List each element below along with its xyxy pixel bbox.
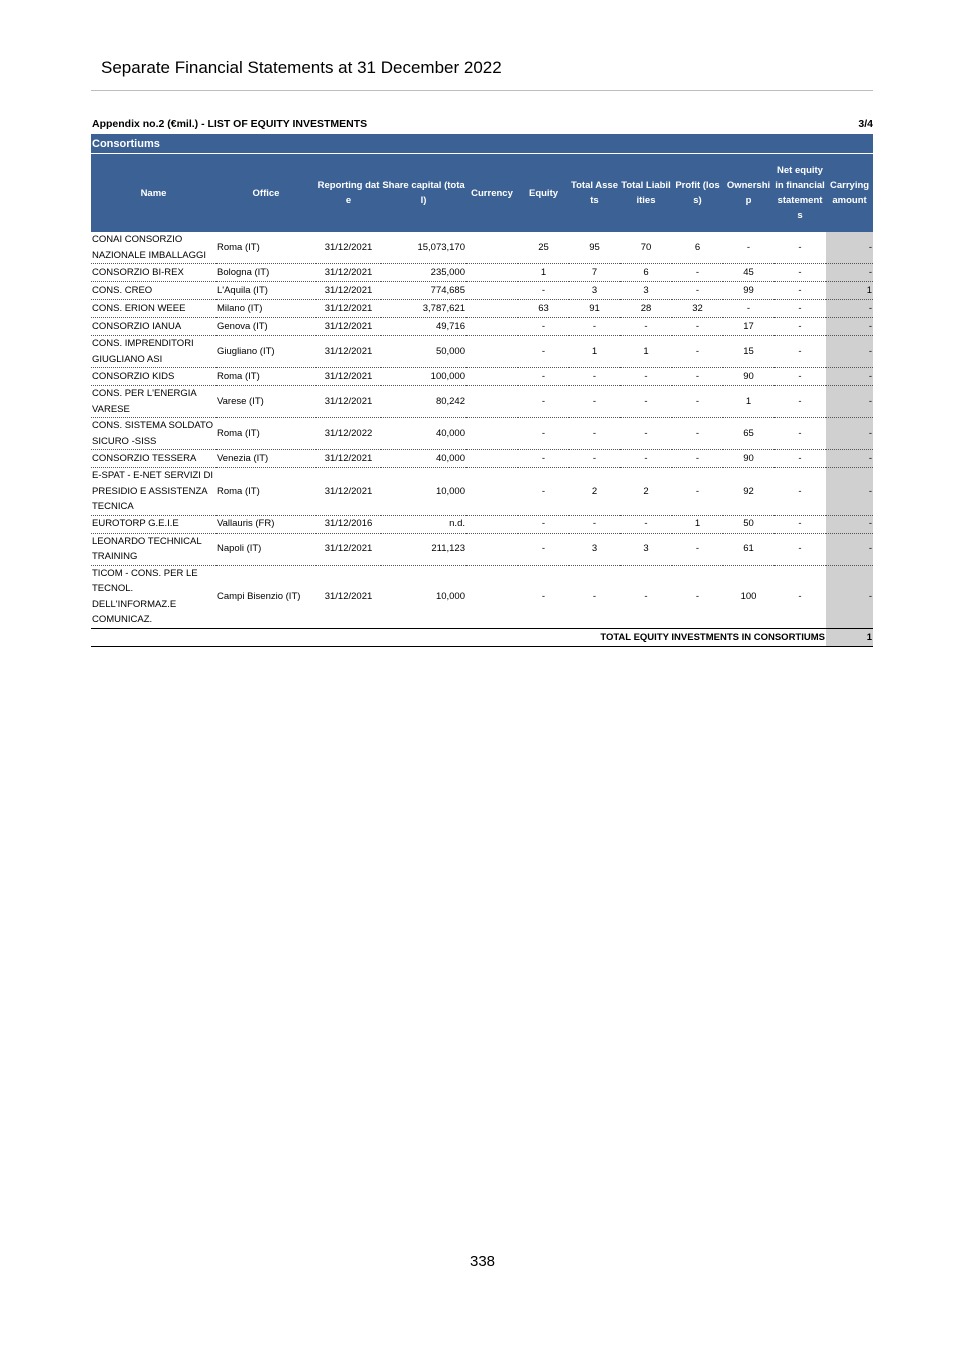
cell-total-assets: - <box>569 318 620 336</box>
cell-net-equity: - <box>774 232 826 264</box>
cell-carrying: - <box>826 533 873 565</box>
table-row <box>91 232 873 264</box>
cell-reporting-date: 31/12/2021 <box>316 318 381 336</box>
cell-name: CONSORZIO BI-REX <box>91 264 216 282</box>
cell-currency <box>466 232 518 264</box>
cell-reporting-date: 31/12/2022 <box>316 418 381 450</box>
col-header-ownership: Ownership <box>723 154 774 233</box>
cell-net-equity: - <box>774 386 826 418</box>
cell-carrying: - <box>826 318 873 336</box>
cell-share-capital: 235,000 <box>381 264 466 282</box>
cell-ownership: - <box>723 232 774 264</box>
table-row <box>91 386 873 418</box>
col-header-total-liabilities: Total Liabilities <box>620 154 672 233</box>
appendix-title: Appendix no.2 (€mil.) - LIST OF EQUITY INVESTMENTS <box>92 118 368 130</box>
table-row <box>91 318 873 336</box>
cell-equity: - <box>518 450 569 468</box>
cell-equity: 1 <box>518 264 569 282</box>
cell-currency <box>466 515 518 533</box>
cell-ownership: 100 <box>723 565 774 628</box>
table-row <box>91 565 873 628</box>
total-label: TOTAL EQUITY INVESTMENTS IN CONSORTIUMS <box>91 628 826 646</box>
col-header-equity: Equity <box>518 154 569 233</box>
cell-total-assets: - <box>569 418 620 450</box>
cell-total-liabilities: 3 <box>620 282 672 300</box>
cell-reporting-date: 31/12/2021 <box>316 264 381 282</box>
cell-equity: - <box>518 533 569 565</box>
cell-currency <box>466 565 518 628</box>
cell-share-capital: 100,000 <box>381 368 466 386</box>
cell-net-equity: - <box>774 282 826 300</box>
cell-total-assets: - <box>569 450 620 468</box>
col-header-profit: Profit (loss) <box>672 154 723 233</box>
cell-profit: - <box>672 533 723 565</box>
cell-currency <box>466 264 518 282</box>
cell-total-assets: 95 <box>569 232 620 264</box>
cell-net-equity: - <box>774 300 826 318</box>
cell-total-assets: 7 <box>569 264 620 282</box>
cell-ownership: 65 <box>723 418 774 450</box>
section-row <box>91 134 873 154</box>
cell-office: Campi Bisenzio (IT) <box>216 565 316 628</box>
cell-reporting-date: 31/12/2016 <box>316 515 381 533</box>
cell-ownership: 92 <box>723 468 774 516</box>
cell-name: LEONARDO TECHNICAL TRAINING <box>91 533 216 565</box>
investments-table <box>91 134 873 647</box>
page-fraction: 3/4 <box>858 118 873 130</box>
cell-carrying: - <box>826 418 873 450</box>
cell-total-liabilities: - <box>620 450 672 468</box>
cell-total-assets: 3 <box>569 282 620 300</box>
cell-total-liabilities: 3 <box>620 533 672 565</box>
cell-name: EUROTORP G.E.I.E <box>91 515 216 533</box>
cell-reporting-date: 31/12/2021 <box>316 533 381 565</box>
table-row <box>91 300 873 318</box>
cell-share-capital: 10,000 <box>381 565 466 628</box>
cell-name: CONSORZIO KIDS <box>91 368 216 386</box>
cell-total-liabilities: - <box>620 368 672 386</box>
cell-ownership: 15 <box>723 336 774 368</box>
cell-total-assets: - <box>569 386 620 418</box>
cell-reporting-date: 31/12/2021 <box>316 565 381 628</box>
cell-office: Giugliano (IT) <box>216 336 316 368</box>
total-value: 1 <box>826 628 873 646</box>
cell-carrying: 1 <box>826 282 873 300</box>
cell-office: Varese (IT) <box>216 386 316 418</box>
cell-ownership: 90 <box>723 368 774 386</box>
cell-ownership: 90 <box>723 450 774 468</box>
cell-total-liabilities: - <box>620 418 672 450</box>
cell-name: CONS. CREO <box>91 282 216 300</box>
table-row <box>91 468 873 516</box>
cell-office: Venezia (IT) <box>216 450 316 468</box>
col-header-office: Office <box>216 154 316 233</box>
cell-total-assets: - <box>569 515 620 533</box>
cell-profit: - <box>672 450 723 468</box>
cell-carrying: - <box>826 232 873 264</box>
cell-share-capital: 10,000 <box>381 468 466 516</box>
table-row <box>91 418 873 450</box>
cell-profit: - <box>672 318 723 336</box>
cell-office: Napoli (IT) <box>216 533 316 565</box>
table-row <box>91 264 873 282</box>
cell-share-capital: 49,716 <box>381 318 466 336</box>
cell-ownership: 1 <box>723 386 774 418</box>
cell-share-capital: n.d. <box>381 515 466 533</box>
cell-reporting-date: 31/12/2021 <box>316 232 381 264</box>
cell-currency <box>466 318 518 336</box>
col-header-reporting-date: Reporting date <box>316 154 381 233</box>
cell-share-capital: 15,073,170 <box>381 232 466 264</box>
cell-net-equity: - <box>774 533 826 565</box>
cell-profit: 32 <box>672 300 723 318</box>
cell-carrying: - <box>826 368 873 386</box>
cell-reporting-date: 31/12/2021 <box>316 300 381 318</box>
cell-currency <box>466 282 518 300</box>
cell-ownership: 45 <box>723 264 774 282</box>
cell-net-equity: - <box>774 318 826 336</box>
cell-carrying: - <box>826 386 873 418</box>
section-title: Consortiums <box>91 134 873 154</box>
cell-office: Genova (IT) <box>216 318 316 336</box>
cell-name: CONAI CONSORZIO NAZIONALE IMBALLAGGI <box>91 232 216 264</box>
cell-profit: 6 <box>672 232 723 264</box>
cell-total-liabilities: - <box>620 318 672 336</box>
cell-share-capital: 40,000 <box>381 418 466 450</box>
cell-currency <box>466 386 518 418</box>
col-header-carrying: Carrying amount <box>826 154 873 233</box>
cell-total-liabilities: 28 <box>620 300 672 318</box>
col-header-net-equity: Net equity in financial statements <box>774 154 826 233</box>
cell-currency <box>466 450 518 468</box>
cell-reporting-date: 31/12/2021 <box>316 450 381 468</box>
cell-share-capital: 211,123 <box>381 533 466 565</box>
cell-equity: - <box>518 368 569 386</box>
cell-share-capital: 50,000 <box>381 336 466 368</box>
cell-ownership: 61 <box>723 533 774 565</box>
cell-total-liabilities: 6 <box>620 264 672 282</box>
cell-carrying: - <box>826 264 873 282</box>
cell-reporting-date: 31/12/2021 <box>316 368 381 386</box>
cell-total-liabilities: - <box>620 515 672 533</box>
cell-profit: - <box>672 336 723 368</box>
table-row <box>91 282 873 300</box>
cell-ownership: 17 <box>723 318 774 336</box>
cell-name: CONS. SISTEMA SOLDATO SICURO -SISS <box>91 418 216 450</box>
cell-share-capital: 3,787,621 <box>381 300 466 318</box>
cell-equity: - <box>518 386 569 418</box>
cell-total-assets: 3 <box>569 533 620 565</box>
cell-net-equity: - <box>774 515 826 533</box>
cell-total-assets: 2 <box>569 468 620 516</box>
cell-net-equity: - <box>774 468 826 516</box>
cell-equity: 63 <box>518 300 569 318</box>
col-header-share-capital: Share capital (total) <box>381 154 466 233</box>
cell-profit: 1 <box>672 515 723 533</box>
table-row <box>91 336 873 368</box>
cell-carrying: - <box>826 468 873 516</box>
cell-total-liabilities: 2 <box>620 468 672 516</box>
cell-total-assets: - <box>569 368 620 386</box>
cell-equity: - <box>518 336 569 368</box>
cell-ownership: 99 <box>723 282 774 300</box>
cell-equity: - <box>518 418 569 450</box>
cell-reporting-date: 31/12/2021 <box>316 336 381 368</box>
document-header: Separate Financial Statements at 31 December 2022 <box>101 58 502 77</box>
cell-reporting-date: 31/12/2021 <box>316 282 381 300</box>
cell-ownership: 50 <box>723 515 774 533</box>
col-header-name: Name <box>91 154 216 233</box>
cell-currency <box>466 336 518 368</box>
table-row <box>91 368 873 386</box>
cell-office: Roma (IT) <box>216 468 316 516</box>
cell-total-liabilities: - <box>620 565 672 628</box>
table-body <box>91 232 873 628</box>
table-row <box>91 450 873 468</box>
cell-share-capital: 774,685 <box>381 282 466 300</box>
cell-net-equity: - <box>774 418 826 450</box>
cell-name: TICOM - CONS. PER LE TECNOL. DELL'INFORMAZ.E COMUNICAZ. <box>91 565 216 628</box>
cell-net-equity: - <box>774 368 826 386</box>
cell-currency <box>466 468 518 516</box>
cell-net-equity: - <box>774 565 826 628</box>
col-header-currency: Currency <box>466 154 518 233</box>
cell-total-liabilities: - <box>620 386 672 418</box>
cell-office: L'Aquila (IT) <box>216 282 316 300</box>
cell-name: CONS. ERION WEEE <box>91 300 216 318</box>
cell-profit: - <box>672 418 723 450</box>
cell-currency <box>466 418 518 450</box>
cell-equity: - <box>518 318 569 336</box>
cell-currency <box>466 300 518 318</box>
cell-equity: - <box>518 468 569 516</box>
cell-name: CONS. PER L'ENERGIA VARESE <box>91 386 216 418</box>
table-row <box>91 515 873 533</box>
cell-net-equity: - <box>774 450 826 468</box>
cell-carrying: - <box>826 300 873 318</box>
cell-office: Milano (IT) <box>216 300 316 318</box>
cell-profit: - <box>672 468 723 516</box>
cell-equity: - <box>518 282 569 300</box>
cell-name: CONSORZIO IANUA <box>91 318 216 336</box>
total-row <box>91 628 873 646</box>
cell-name: CONS. IMPRENDITORI GIUGLIANO ASI <box>91 336 216 368</box>
cell-carrying: - <box>826 450 873 468</box>
cell-net-equity: - <box>774 336 826 368</box>
cell-reporting-date: 31/12/2021 <box>316 468 381 516</box>
cell-equity: 25 <box>518 232 569 264</box>
cell-office: Roma (IT) <box>216 368 316 386</box>
col-header-total-assets: Total Assets <box>569 154 620 233</box>
header-divider <box>91 90 873 91</box>
cell-office: Roma (IT) <box>216 418 316 450</box>
cell-profit: - <box>672 368 723 386</box>
cell-carrying: - <box>826 565 873 628</box>
cell-total-assets: 1 <box>569 336 620 368</box>
cell-total-assets: 91 <box>569 300 620 318</box>
cell-share-capital: 80,242 <box>381 386 466 418</box>
cell-carrying: - <box>826 336 873 368</box>
investments-table-wrapper <box>91 134 873 647</box>
cell-ownership: - <box>723 300 774 318</box>
cell-equity: - <box>518 565 569 628</box>
cell-profit: - <box>672 565 723 628</box>
cell-total-liabilities: 70 <box>620 232 672 264</box>
cell-equity: - <box>518 515 569 533</box>
cell-name: E-SPAT - E-NET SERVIZI DI PRESIDIO E ASSISTENZA TECNICA <box>91 468 216 516</box>
cell-currency <box>466 368 518 386</box>
cell-profit: - <box>672 264 723 282</box>
cell-reporting-date: 31/12/2021 <box>316 386 381 418</box>
column-header-row <box>91 154 873 233</box>
table-row <box>91 533 873 565</box>
page-number: 338 <box>469 1253 496 1270</box>
cell-net-equity: - <box>774 264 826 282</box>
cell-currency <box>466 533 518 565</box>
cell-share-capital: 40,000 <box>381 450 466 468</box>
cell-office: Vallauris (FR) <box>216 515 316 533</box>
cell-office: Bologna (IT) <box>216 264 316 282</box>
cell-total-liabilities: 1 <box>620 336 672 368</box>
cell-profit: - <box>672 282 723 300</box>
cell-office: Roma (IT) <box>216 232 316 264</box>
cell-carrying: - <box>826 515 873 533</box>
cell-profit: - <box>672 386 723 418</box>
cell-name: CONSORZIO TESSERA <box>91 450 216 468</box>
cell-total-assets: - <box>569 565 620 628</box>
